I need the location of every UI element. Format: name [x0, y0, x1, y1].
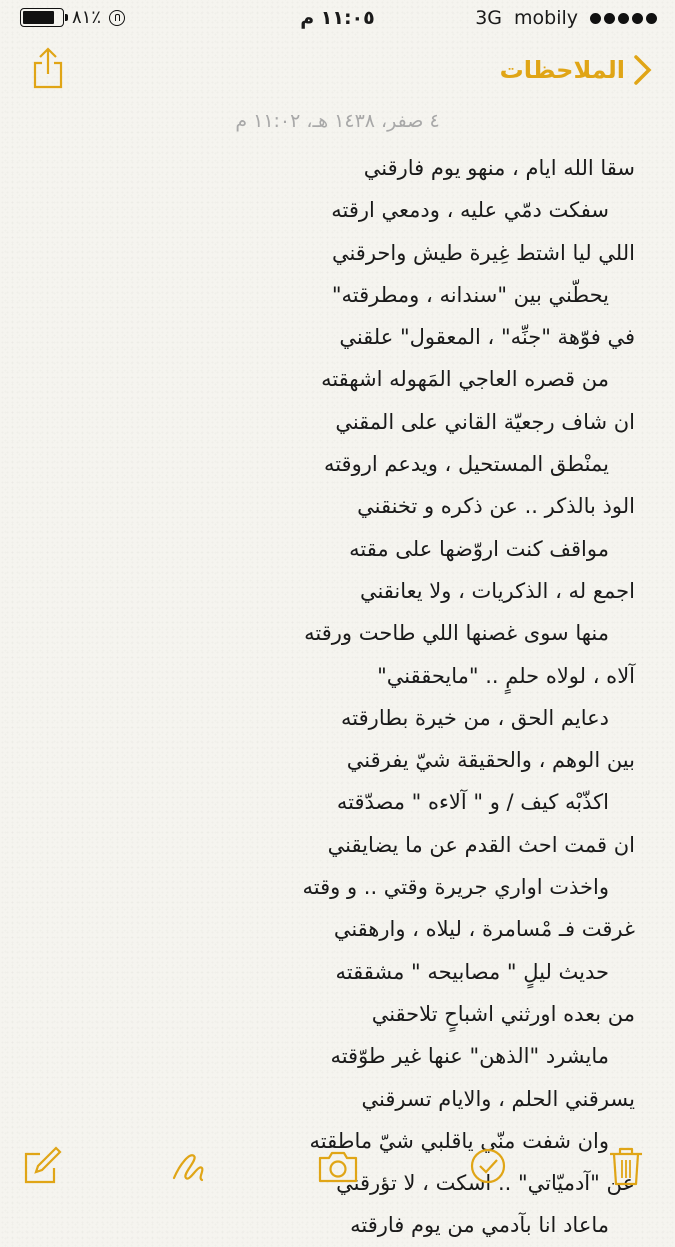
note-line: اللي ليا اشتط غِيرة طيش واحرقني	[331, 240, 635, 265]
note-line: غرقت فـ مْسامرة ، ليلاه ، وارهقني	[333, 917, 635, 942]
note-line: منها سوى غصنها اللي طاحت ورقته	[304, 621, 609, 646]
note-line: بين الوهم ، والحقيقة شيّ يفرقني	[346, 748, 635, 773]
note-line: في فوّهة "جنِّه" ، المعقول" علقني	[339, 325, 635, 350]
note-line: من قصره العاجي المَهوله اشهقته	[321, 367, 609, 392]
note-body[interactable]	[25, 147, 635, 1247]
note-line: يمنْطق المستحيل ، ويدعم اروقته	[323, 452, 609, 477]
status-right	[475, 7, 657, 29]
note-line: يحطّني بين "سندانه ، ومطرقته"	[331, 282, 609, 307]
signal-dot	[632, 13, 643, 24]
checklist-icon[interactable]	[466, 1144, 510, 1188]
share-icon[interactable]	[30, 46, 66, 90]
note-line: ان قمت احث القدم عن ما يضايقني	[327, 832, 635, 857]
signal-dot	[590, 13, 601, 24]
note-line: دعايم الحق ، من خيرة بطارقته	[341, 705, 609, 730]
network-type: 3G	[475, 7, 502, 29]
note-line: عن "آدميّاتي" .. اسكت ، لا تؤرقني	[336, 1171, 635, 1196]
signal-dot	[646, 13, 657, 24]
bottom-toolbar	[0, 1130, 675, 1200]
note-line: ماعاد انا بآدمي من يوم فارقته	[350, 1213, 609, 1238]
note-line: من بعده اورثني اشباحٍ تلاحقني	[371, 1001, 635, 1026]
note-line: اجمع له ، الذكريات ، ولا يعانقني	[359, 578, 635, 603]
battery-percent: ٨١٪	[72, 7, 102, 28]
status-bar	[0, 0, 675, 40]
sketch-icon[interactable]	[166, 1144, 210, 1188]
signal-dot	[618, 13, 629, 24]
note-line: سفكت دمّي عليه ، ودمعي ارقته	[331, 198, 609, 223]
note-line: مواقف كنت اروّضها على مقته	[349, 536, 609, 561]
note-line: حديث ليلٍ " مصابيحه " مشققته	[335, 959, 609, 984]
note-line: واخذت اواري جريرة وقتي .. و وقته	[302, 875, 609, 900]
chevron-right-icon	[633, 54, 653, 86]
signal-strength-icon	[590, 13, 657, 24]
note-line: يسرقني الحلم ، والايام تسرقني	[361, 1086, 635, 1111]
note-line: مايشرد "الذهن" عنها غير طوّقته	[330, 1044, 609, 1069]
note-line: آلاه ، لولاه حلمٍ .. "مايحققني"	[377, 663, 635, 688]
camera-icon[interactable]	[316, 1144, 360, 1188]
trash-icon[interactable]	[604, 1144, 648, 1188]
signal-dot	[604, 13, 615, 24]
note-date: ٤ صفر، ١٤٣٨ هـ، ١١:٠٢ م	[235, 110, 440, 132]
carrier-name: mobily	[514, 7, 578, 29]
back-to-notes-button[interactable]	[500, 54, 653, 86]
compose-icon[interactable]	[20, 1144, 64, 1188]
back-button-label: الملاحظات	[499, 56, 625, 84]
note-line: اكذّبْه كيف / و " آلاءه " مصدّقته	[336, 790, 609, 815]
note-line: ان شاف رجعيّة القاني على المقني	[335, 409, 635, 434]
note-line: الوذ بالذكر .. عن ذكره و تخنقني	[357, 494, 635, 519]
note-line: وان شفت منّي ياقلبي شيّ ماطقته	[309, 1128, 609, 1153]
note-line: سقا الله ايام ، منهو يوم فارقني	[363, 156, 635, 180]
status-time: ١١:٠٥ م	[300, 7, 375, 29]
navigation-bar	[0, 44, 675, 100]
